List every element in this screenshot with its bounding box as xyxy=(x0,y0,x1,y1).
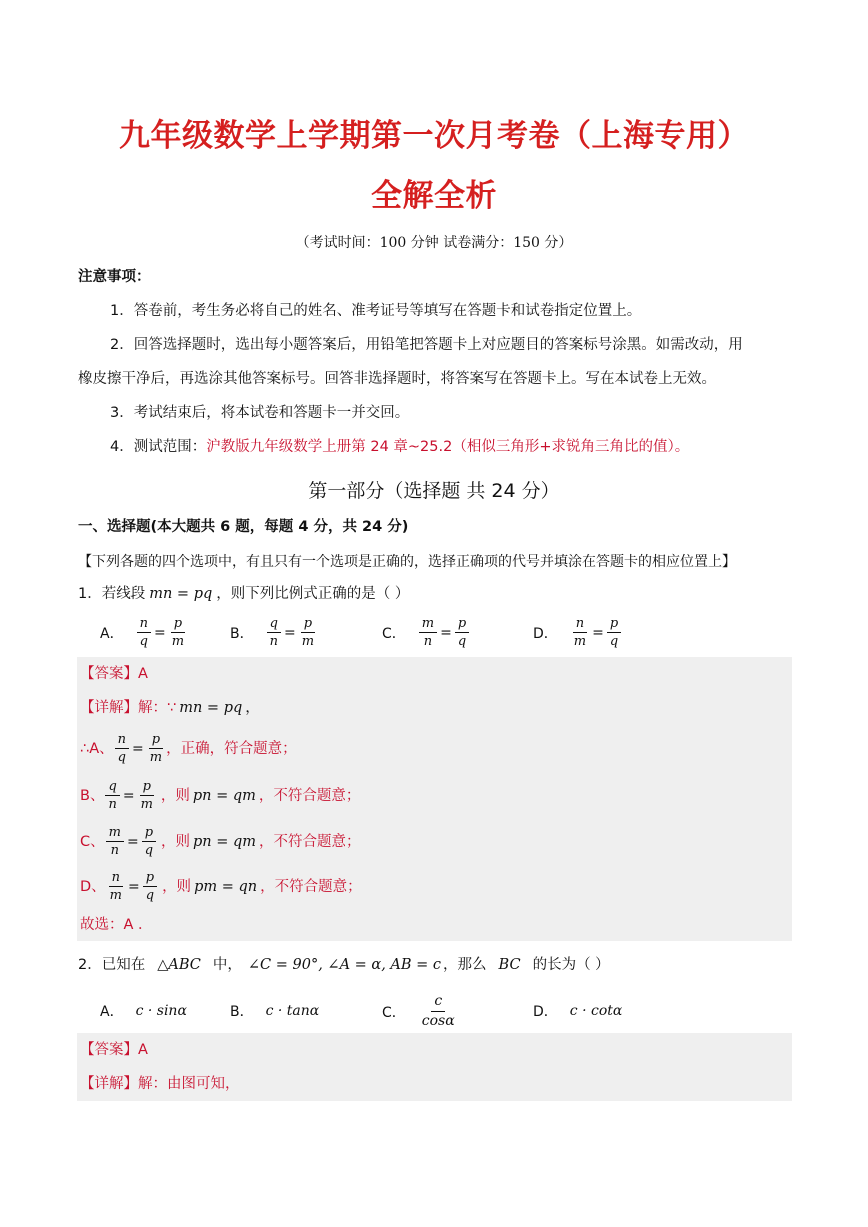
q2-option-c[interactable] xyxy=(382,992,459,1031)
line-prefix: ∴A、 xyxy=(80,740,114,757)
q1-option-b[interactable]: B． $\frac{q}{n}$ = $\frac{p}{m}$ xyxy=(230,615,318,650)
frac-den: n xyxy=(423,634,433,649)
q1-option-d[interactable]: D． $\frac{n}{m}$ = $\frac{p}{q}$ xyxy=(533,615,622,650)
line-prefix: C、 xyxy=(80,833,105,850)
line-mid: ，则 xyxy=(160,787,190,804)
line-math: pn = qm xyxy=(192,787,256,804)
detail-tag: 【详解】 xyxy=(80,700,138,716)
q2-answer xyxy=(80,1039,148,1061)
q1-stem-prefix: 1．若线段 xyxy=(78,586,146,602)
q2-stem-prefix: 2．已知在 xyxy=(78,957,146,973)
q1-option-c[interactable]: C． $\frac{m}{n}$ = $\frac{p}{q}$ xyxy=(382,615,470,650)
note-item-4-prefix: 4．测试范围： xyxy=(110,439,207,455)
line-text: ，不符合题意； xyxy=(260,878,362,895)
option-label: B． xyxy=(230,1004,254,1020)
q2-option-b[interactable] xyxy=(230,1001,319,1021)
option-label: A． xyxy=(100,625,124,642)
note-item-3: 3．考试结束后，将本试卷和答题卡一并交回。 xyxy=(110,405,410,421)
option-label: A． xyxy=(100,1004,124,1020)
frac-den: n xyxy=(269,634,278,649)
frac-num: m xyxy=(419,615,437,633)
detail-text: 解：∵ xyxy=(138,700,177,716)
notes-heading: 注意事项： xyxy=(78,269,151,285)
answer-tag: 【答案】 xyxy=(80,1042,138,1058)
frac-den: m xyxy=(301,634,315,649)
q1-stem-math: mn = pq xyxy=(149,586,213,602)
q1-detail-line-a: ∴A、 $\frac{n}{q}$ = $\frac{p}{m}$ ，正确，符合题意； xyxy=(80,732,297,765)
option-label: D． xyxy=(533,625,558,642)
option-math: c · tanα xyxy=(265,1003,320,1019)
q2-option-a[interactable] xyxy=(100,1001,187,1021)
answer-value: A xyxy=(138,1042,148,1058)
q2-stem-mid: 中， xyxy=(212,957,242,973)
section-heading: 一、选择题(本大题共 6 题，每题 4 分，共 24 分) xyxy=(78,519,409,535)
frac-num: p xyxy=(455,615,469,633)
q2-stem-then: ，那么 xyxy=(443,957,487,973)
frac-den: m xyxy=(573,634,587,649)
line-prefix: D、 xyxy=(80,878,106,895)
line-prefix: B、 xyxy=(80,787,105,804)
q1-answer xyxy=(80,663,148,685)
q2-stem-bc: BC xyxy=(498,957,521,973)
q1-detail-intro xyxy=(80,697,260,719)
q2-stem-suffix: 的长为（ ） xyxy=(532,957,610,973)
line-mid: ，则 xyxy=(162,878,192,895)
note-item-2-line-2: 橡皮擦干净后，再选涂其他答案标号。回答非选择题时，将答案写在答题卡上。写在本试卷上无效。 xyxy=(78,371,716,387)
q1-detail-line-d: D、 $\frac{n}{m}$ = $\frac{p}{q}$ ，则 pm = qn ，不符合题意； xyxy=(80,870,362,903)
frac-den: m xyxy=(171,634,185,649)
q1-conclusion: 故选：A ． xyxy=(80,917,153,933)
question-2-stem xyxy=(78,954,610,976)
q2-detail xyxy=(80,1073,240,1095)
question-1-stem xyxy=(78,583,409,605)
test-scope: 沪教版九年级数学上册第 24 章~25.2（相似三角形+求锐角三角比的值）。 xyxy=(206,439,690,455)
document-title: 九年级数学上学期第一次月考卷（上海专用） xyxy=(119,118,749,154)
detail-math: mn = pq xyxy=(179,700,243,716)
frac-num: c xyxy=(431,992,445,1012)
option-label: B． xyxy=(230,625,254,642)
frac-num: p xyxy=(607,615,621,633)
note-item-4 xyxy=(110,436,689,458)
q2-stem-math: ∠C = 90°, ∠A = α, AB = c xyxy=(247,957,442,973)
part1-heading: 第一部分（选择题 共 24 分） xyxy=(308,480,560,502)
line-text: ，不符合题意； xyxy=(258,787,361,804)
line-text: ，正确，符合题意； xyxy=(166,740,297,757)
frac-num: n xyxy=(573,615,587,633)
section-instruction: 【下列各题的四个选项中，有且只有一个选项是正确的，选择正确项的代号并填涂在答题卡的相应位置上】 xyxy=(78,554,736,570)
q1-detail-line-b: B、 $\frac{q}{n}$ = $\frac{p}{m}$ ，则 pn = qm ，不符合题意； xyxy=(80,779,361,812)
option-math: c · cotα xyxy=(569,1003,623,1019)
frac-num: p xyxy=(301,615,315,633)
answer-tag: 【答案】 xyxy=(80,666,138,682)
q1-option-a[interactable]: A． $\frac{n}{q}$ = $\frac{p}{m}$ xyxy=(100,615,188,650)
q2-stem-triangle: △ABC xyxy=(157,957,201,973)
option-label: C． xyxy=(382,1004,406,1021)
line-text: ，不符合题意； xyxy=(259,833,361,850)
note-item-1: 1．答卷前，考生务必将自己的姓名、准考证号等填写在答题卡和试卷指定位置上。 xyxy=(110,303,642,319)
frac-num: p xyxy=(171,615,185,633)
line-math: pn = qm xyxy=(193,833,257,850)
q1-stem-suffix: ，则下列比例式正确的是（ ） xyxy=(216,586,410,602)
q1-detail-line-c: C、 $\frac{m}{n}$ = $\frac{p}{q}$ ，则 pn = qm ，不符合题意； xyxy=(80,825,361,858)
option-label: D． xyxy=(533,1004,558,1020)
detail-tag: 【详解】 xyxy=(80,1076,138,1092)
detail-comma: ， xyxy=(245,700,260,716)
exam-info: （考试时间：100 分钟 试卷满分：150 分） xyxy=(295,235,573,251)
detail-text: 解：由图可知， xyxy=(138,1076,240,1092)
option-label: C． xyxy=(382,625,406,642)
q2-option-d[interactable] xyxy=(533,1001,622,1021)
frac-num: q xyxy=(267,615,281,633)
frac-den: q xyxy=(457,634,467,649)
frac-den: q xyxy=(139,634,148,649)
line-mid: ，则 xyxy=(161,833,191,850)
answer-value: A xyxy=(138,666,148,682)
line-math: pm = qn xyxy=(194,878,258,895)
document-subtitle: 全解全析 xyxy=(371,178,497,214)
frac-den: q xyxy=(609,634,619,649)
option-math: c · sinα xyxy=(135,1003,187,1019)
note-item-2-line-1: 2．回答选择题时，选出每小题答案后，用铅笔把答题卡上对应题目的答案标号涂黑。如需改动，用 xyxy=(110,337,743,353)
frac-den: cosα xyxy=(421,1013,455,1029)
frac-num: n xyxy=(137,615,151,633)
